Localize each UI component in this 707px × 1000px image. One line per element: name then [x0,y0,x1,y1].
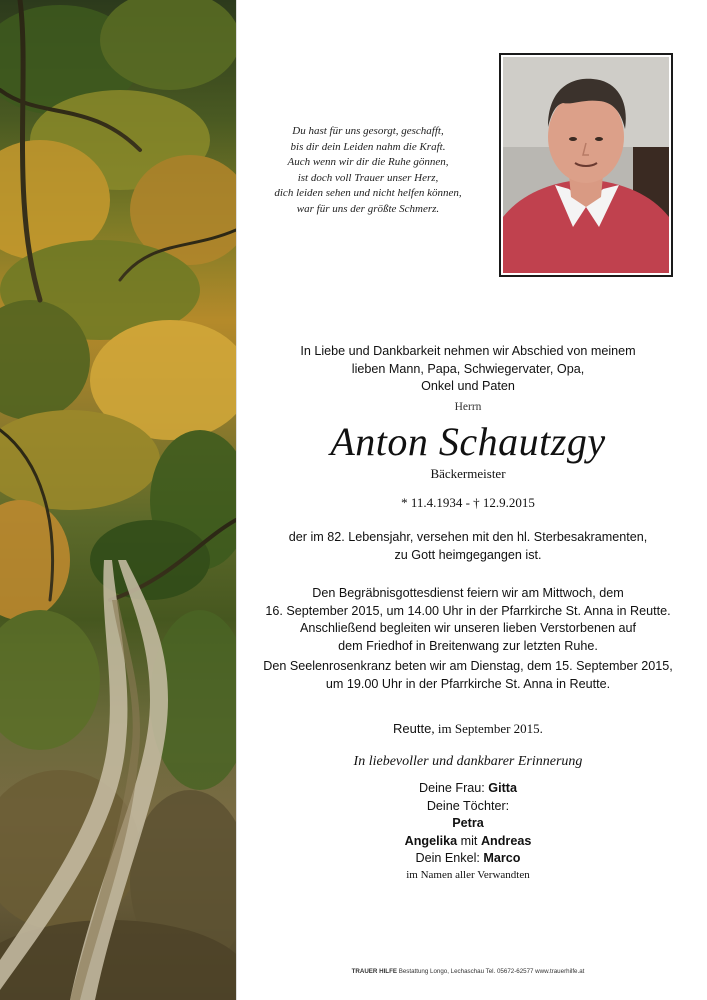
portrait-photo [499,53,673,277]
funeral-line: dem Friedhof in Breitenwang zur letzten Ruhe. [338,638,598,653]
rosary-text [252,658,684,693]
funeral-line: Anschließend begleiten wir unseren lieben Verstorbenen auf [299,621,637,635]
partner-name: Andreas [480,833,532,848]
intro-line: lieben Mann, Papa, Schwiegervater, Opa, [351,361,585,376]
life-dates: * 11.4.1934 - † 12.9.2015 [401,495,535,510]
daughter-name: Angelika [404,833,458,848]
grandson-label: Dein Enkel: [415,851,484,865]
intro-line: In Liebe und Dankbarkeit nehmen wir Abschied von meinem [300,344,636,358]
portrait-image [503,57,669,273]
poem-line: Auch wenn wir dir die Ruhe gönnen, [287,156,449,169]
place-date [252,721,684,737]
family-list [252,780,684,868]
poem-line: Du hast für uns gesorgt, geschafft, [292,125,444,137]
remembrance-line: In liebevoller und dankbarer Erinnerung [353,754,583,769]
poem-line: bis dir dein Leiden nahm die Kraft. [290,140,446,153]
footer-imprint [252,968,684,975]
family-grandson [252,850,684,868]
place-date-text: , im September 2015. [431,721,543,736]
funeral-text [252,585,684,655]
profession: Bäckermeister [430,466,506,481]
deceased-name: Anton Schautzgy [330,419,606,464]
footer-brand: TRAUER HILFE [351,968,397,975]
age-text [252,529,684,564]
salutation: Herrn [454,401,482,413]
daughters-label: Deine Töchter: [426,798,510,813]
daughter-name: Petra [452,816,484,830]
poem-line: ist doch voll Trauer unser Herz, [297,171,439,184]
memorial-poem [246,124,490,218]
grandson-name: Marco [483,851,521,865]
relatives-note: im Namen aller Verwandten [406,869,530,881]
wife-label: Deine Frau: [419,781,489,795]
panel-divider [236,0,237,1000]
footer-text: Bestattung Longo, Lechaschau Tel. 05672-62577 www.trauerhilfe.at [397,968,585,975]
rosary-line: um 19.00 Uhr in der Pfarrkirche St. Anna in Reutte. [325,676,611,691]
age-line: der im 82. Lebensjahr, versehen mit den hl. Sterbesakramenten, [288,530,648,544]
age-line: zu Gott heimgegangen ist. [394,547,542,562]
funeral-line: Den Begräbnisgottesdienst feiern wir am Mittwoch, dem [312,586,624,600]
place-town: Reutte [393,721,432,736]
funeral-line: 16. September 2015, um 14.00 Uhr in der Pfarrkirche St. Anna in Reutte. [265,603,671,618]
family-wife [252,780,684,798]
forest-path-image [0,0,236,1000]
intro-line: Onkel und Paten [421,379,515,393]
family-daughter2 [252,833,684,851]
poem-line: war für uns der größte Schmerz. [296,202,440,215]
with-text: mit [457,833,481,848]
wife-name: Gitta [488,781,517,795]
intro-text [252,343,684,396]
rosary-line: Den Seelenrosenkranz beten wir am Dienstag, dem 15. September 2015, [263,659,673,673]
poem-line: dich leiden sehen und nicht helfen können, [274,187,462,200]
